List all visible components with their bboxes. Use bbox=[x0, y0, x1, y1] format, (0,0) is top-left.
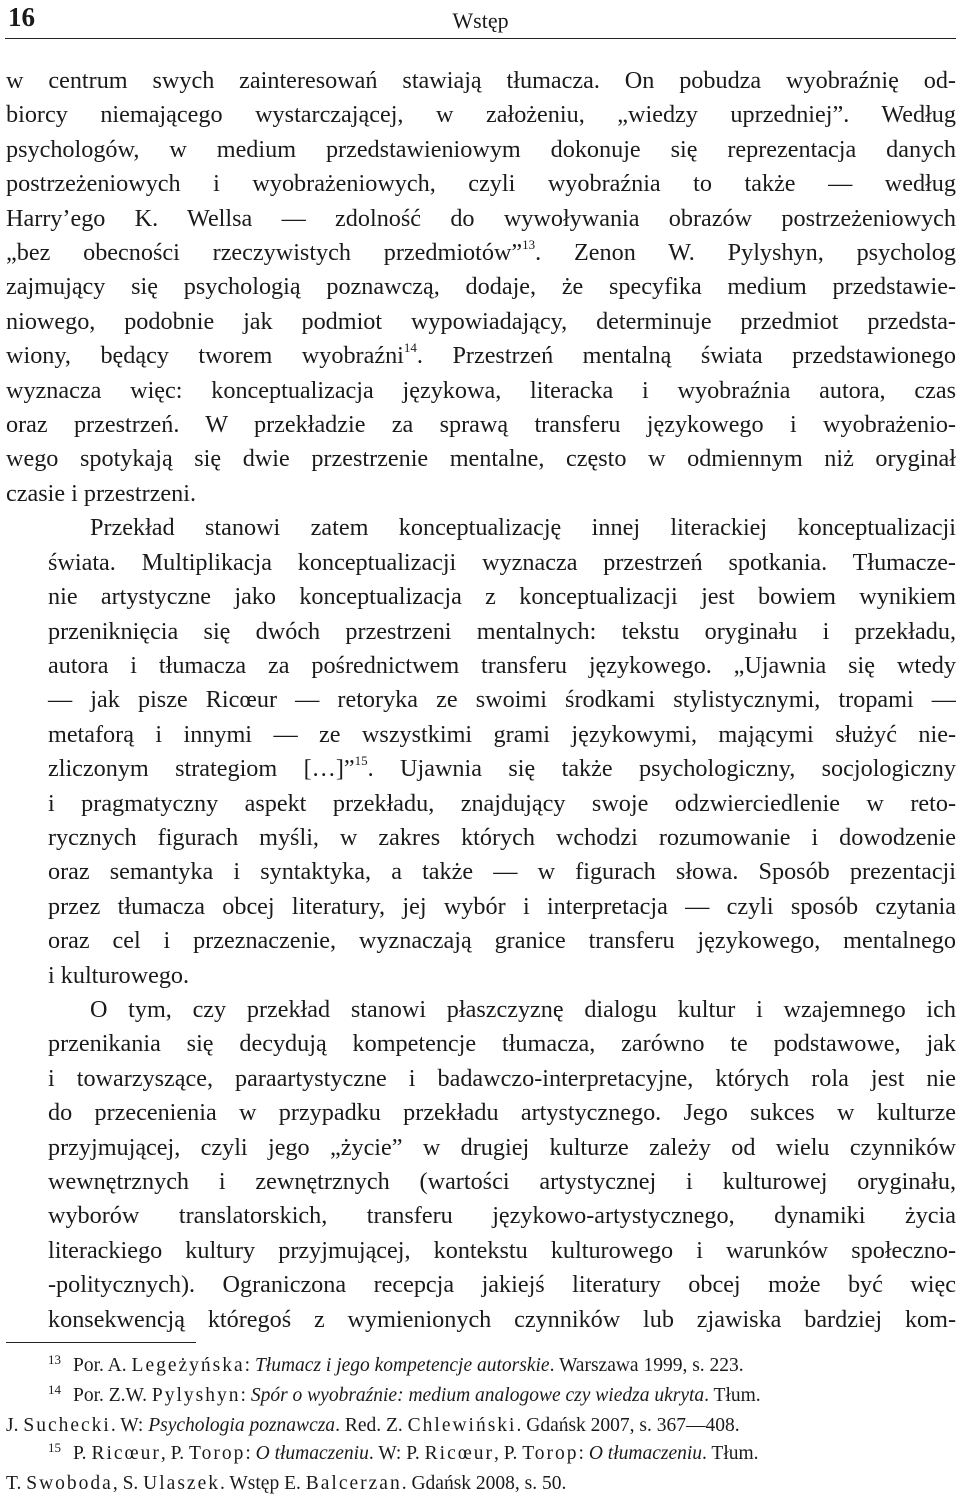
footnote-ref: 13 bbox=[522, 236, 536, 252]
text-line: przez tłumacza obcej literatury, jej wybór i interpretacja — czyli sposób czytania bbox=[48, 892, 956, 920]
text-line: oraz semantyka i syntaktyka, a także — w figurach słowa. Sposób prezentacji bbox=[48, 858, 956, 886]
text-line: zajmujący się psychologią poznawczą, dodaje, że specyfika medium przedstawie- bbox=[6, 273, 956, 301]
text-line: przeniknięcia się dwóch przestrzeni mentalnych: tekstu oryginału i przekładu, bbox=[48, 617, 956, 645]
text-segment: . Przestrzeń mentalną świata przedstawionego bbox=[416, 342, 956, 370]
text-line: wewnętrznych i zewnętrznych (wartości artystycznej i kulturowej oryginału, bbox=[48, 1168, 956, 1195]
fn-title: O tłumaczeniu bbox=[588, 1443, 703, 1465]
fn-text: J. bbox=[6, 1414, 24, 1436]
footnote-number: 13 bbox=[48, 1352, 61, 1367]
page-number: 16 bbox=[8, 2, 35, 32]
footnote-rule bbox=[6, 1342, 196, 1343]
text-line: rycznych figurach myśli, w zakres których wchodzi rozumowanie i dowodzenie bbox=[48, 823, 956, 851]
fn-author: Ricœur bbox=[91, 1443, 161, 1465]
text-line: postrzeżeniowych i wyobrażeniowych, czyli wyobraźnia to także — według bbox=[6, 170, 956, 198]
text-line bbox=[6, 236, 956, 270]
fn-text: . Wstęp E. bbox=[219, 1473, 306, 1495]
text-line: Przekład stanowi zatem konceptualizację innej literackiej konceptualizacji bbox=[90, 514, 956, 542]
fn-title: Psychologia poznawcza bbox=[148, 1414, 336, 1436]
fn-text: . Gdańsk 2008, s. 50. bbox=[401, 1473, 567, 1495]
text-line: i kulturowego. bbox=[48, 961, 190, 989]
text-line: psychologów, w medium przedstawieniowym dokonuje się reprezentacja danych bbox=[6, 135, 956, 163]
footnote-number: 15 bbox=[48, 1440, 61, 1456]
text-line: biorcy niemającego wystarczającej, w założeniu, „wiedzy uprzedniej”. Według bbox=[6, 101, 956, 129]
text-line: wego spotykają się dwie przestrzenie mentalne, często w odmiennym niż oryginał bbox=[6, 445, 956, 473]
fn-author: Chlewiński bbox=[407, 1414, 517, 1436]
fn-text: , P. bbox=[494, 1443, 523, 1465]
body-text bbox=[6, 64, 956, 1337]
page-header bbox=[5, 2, 956, 38]
text-segment: wiony, będący tworem wyobraźni bbox=[6, 342, 404, 370]
fn-title: O tłumaczeniu bbox=[255, 1443, 369, 1465]
text-line: metaforą i innymi — ze wszystkimi grami językowymi, mającymi służyć nie- bbox=[48, 720, 956, 748]
text-line: w centrum swych zainteresowań stawiają tłumacza. On pobudza wyobraźnię od- bbox=[6, 67, 956, 94]
fn-author: Suchecki bbox=[23, 1414, 111, 1436]
text-line: i towarzyszące, paraartystyczne i badawczo-interpretacyjne, których rola jest nie bbox=[48, 1064, 956, 1092]
text-line: autora i tłumacza za pośrednictwem transferu językowego. „Ujawnia się wtedy bbox=[48, 651, 956, 679]
fn-text: P. bbox=[73, 1443, 92, 1465]
text-line: Harry’ego K. Wellsa — zdolność do wywoływania obrazów postrzeżeniowych bbox=[6, 204, 956, 232]
text-line: i pragmatyczny aspekt przekładu, znajdujący swoje odzwierciedlenie w reto- bbox=[48, 789, 956, 817]
fn-text: . W: P. bbox=[368, 1443, 425, 1465]
text-segment: „bez obecności rzeczywistych przedmiotów” bbox=[6, 239, 523, 267]
paragraph-3 bbox=[6, 993, 956, 1337]
text-line: niowego, podobnie jak podmiot wypowiadający, determinuje przedmiot przedsta- bbox=[6, 307, 956, 335]
footnotes bbox=[6, 1352, 956, 1499]
footnote-number: 14 bbox=[48, 1381, 61, 1397]
text-line: — jak pisze Ricœur — retoryka ze swoimi środkami stylistycznymi, tropami — bbox=[48, 686, 956, 714]
fn-text: , P. bbox=[160, 1443, 190, 1465]
fn-text: Por. Z.W. bbox=[73, 1384, 152, 1406]
text-line: świata. Multiplikacja konceptualizacji wyznacza przestrzeń spotkania. Tłumacze- bbox=[48, 548, 956, 576]
fn-author: Torop bbox=[522, 1443, 579, 1465]
running-head: Wstęp bbox=[452, 8, 509, 33]
text-line: oraz przestrzeń. W przekładzie za sprawą transferu językowego i wyobrażenio- bbox=[6, 411, 956, 439]
text-line: czasie i przestrzeni. bbox=[6, 479, 197, 507]
text-line: oraz cel i przeznaczenie, wyznaczają granice transferu językowego, mentalnego bbox=[48, 927, 956, 955]
fn-author: Pylyshyn bbox=[151, 1384, 241, 1406]
fn-text: : bbox=[240, 1384, 251, 1406]
fn-text: . Tłum. bbox=[702, 1443, 759, 1465]
text-line: przenikania się decydują kompetencje tłumacza, zarówno te podstawowe, jak bbox=[48, 1030, 956, 1058]
fn-author: Ricœur bbox=[424, 1443, 495, 1465]
fn-title: Tłumacz i jego kompetencje autorskie bbox=[254, 1355, 550, 1376]
text-segment: . Ujawnia się także psychologiczny, socjologiczny bbox=[367, 755, 956, 783]
text-line bbox=[6, 339, 956, 373]
text-line: wyznacza więc: konceptualizacja językowa, literacka i wyobraźnia autora, czas bbox=[6, 376, 956, 404]
text-segment: zliczonym strategiom […]” bbox=[48, 755, 355, 783]
fn-author: Torop bbox=[189, 1443, 246, 1465]
fn-author: Balcerzan bbox=[305, 1473, 402, 1495]
fn-author: Swoboda bbox=[26, 1473, 113, 1495]
fn-author: Ulaszek bbox=[143, 1473, 220, 1495]
fn-text: . Gdańsk 2007, s. 367—408. bbox=[516, 1414, 740, 1436]
text-line: do przecenienia w przypadku przekładu artystycznego. Jego sukces w kulturze bbox=[48, 1099, 956, 1127]
fn-text: Por. A. bbox=[73, 1355, 132, 1376]
footnote-13 bbox=[6, 1352, 956, 1382]
fn-text: . Warszawa 1999, s. 223. bbox=[549, 1355, 744, 1376]
footnote-ref: 15 bbox=[354, 753, 368, 769]
paragraph-1 bbox=[6, 64, 956, 511]
header-rule bbox=[5, 38, 956, 39]
text-line: przyjmującej, czyli jego „życie” w drugiej kulturze zależy od wielu czynników bbox=[48, 1133, 956, 1161]
fn-author: Legeżyńska bbox=[131, 1355, 245, 1376]
text-line bbox=[6, 752, 956, 786]
footnote-14 bbox=[6, 1382, 956, 1412]
fn-text: T. bbox=[6, 1473, 27, 1495]
footnote-ref: 14 bbox=[403, 340, 417, 356]
fn-text: . W: bbox=[110, 1414, 149, 1436]
text-line: nie artystyczne jako konceptualizacja z konceptualizacji jest bowiem wynikiem bbox=[48, 583, 956, 611]
text-line: -politycznych). Ograniczona recepcja jakiejś literatury obcej może być więc bbox=[48, 1271, 956, 1299]
fn-text: : bbox=[245, 1443, 256, 1465]
text-line: O tym, czy przekład stanowi płaszczyznę dialogu kultur i wzajemnego ich bbox=[90, 995, 956, 1023]
footnote-15 bbox=[6, 1440, 956, 1470]
fn-text: . Tłum. bbox=[704, 1384, 761, 1406]
text-line: wyborów translatorskich, transferu językowo-artystycznego, dynamiki życia bbox=[48, 1202, 956, 1230]
text-line: konsekwencją któregoś z wymienionych czynników lub zjawiska bardziej kom- bbox=[48, 1305, 956, 1333]
paragraph-2 bbox=[6, 511, 956, 993]
text-line: literackiego kultury przyjmującej, kontekstu kulturowego i warunków społeczno- bbox=[48, 1236, 956, 1264]
fn-text: , S. bbox=[112, 1473, 144, 1495]
text-segment: . Zenon W. Pylyshyn, psycholog bbox=[535, 239, 956, 267]
fn-text: . Red. Z. bbox=[335, 1414, 408, 1436]
fn-text: : bbox=[244, 1355, 255, 1376]
footnote-14-cont bbox=[6, 1412, 956, 1441]
fn-text: : bbox=[578, 1443, 589, 1465]
fn-title: Spór o wyobraźnie: medium analogowe czy wiedza ukryta bbox=[250, 1384, 705, 1406]
footnote-15-cont bbox=[6, 1470, 956, 1499]
